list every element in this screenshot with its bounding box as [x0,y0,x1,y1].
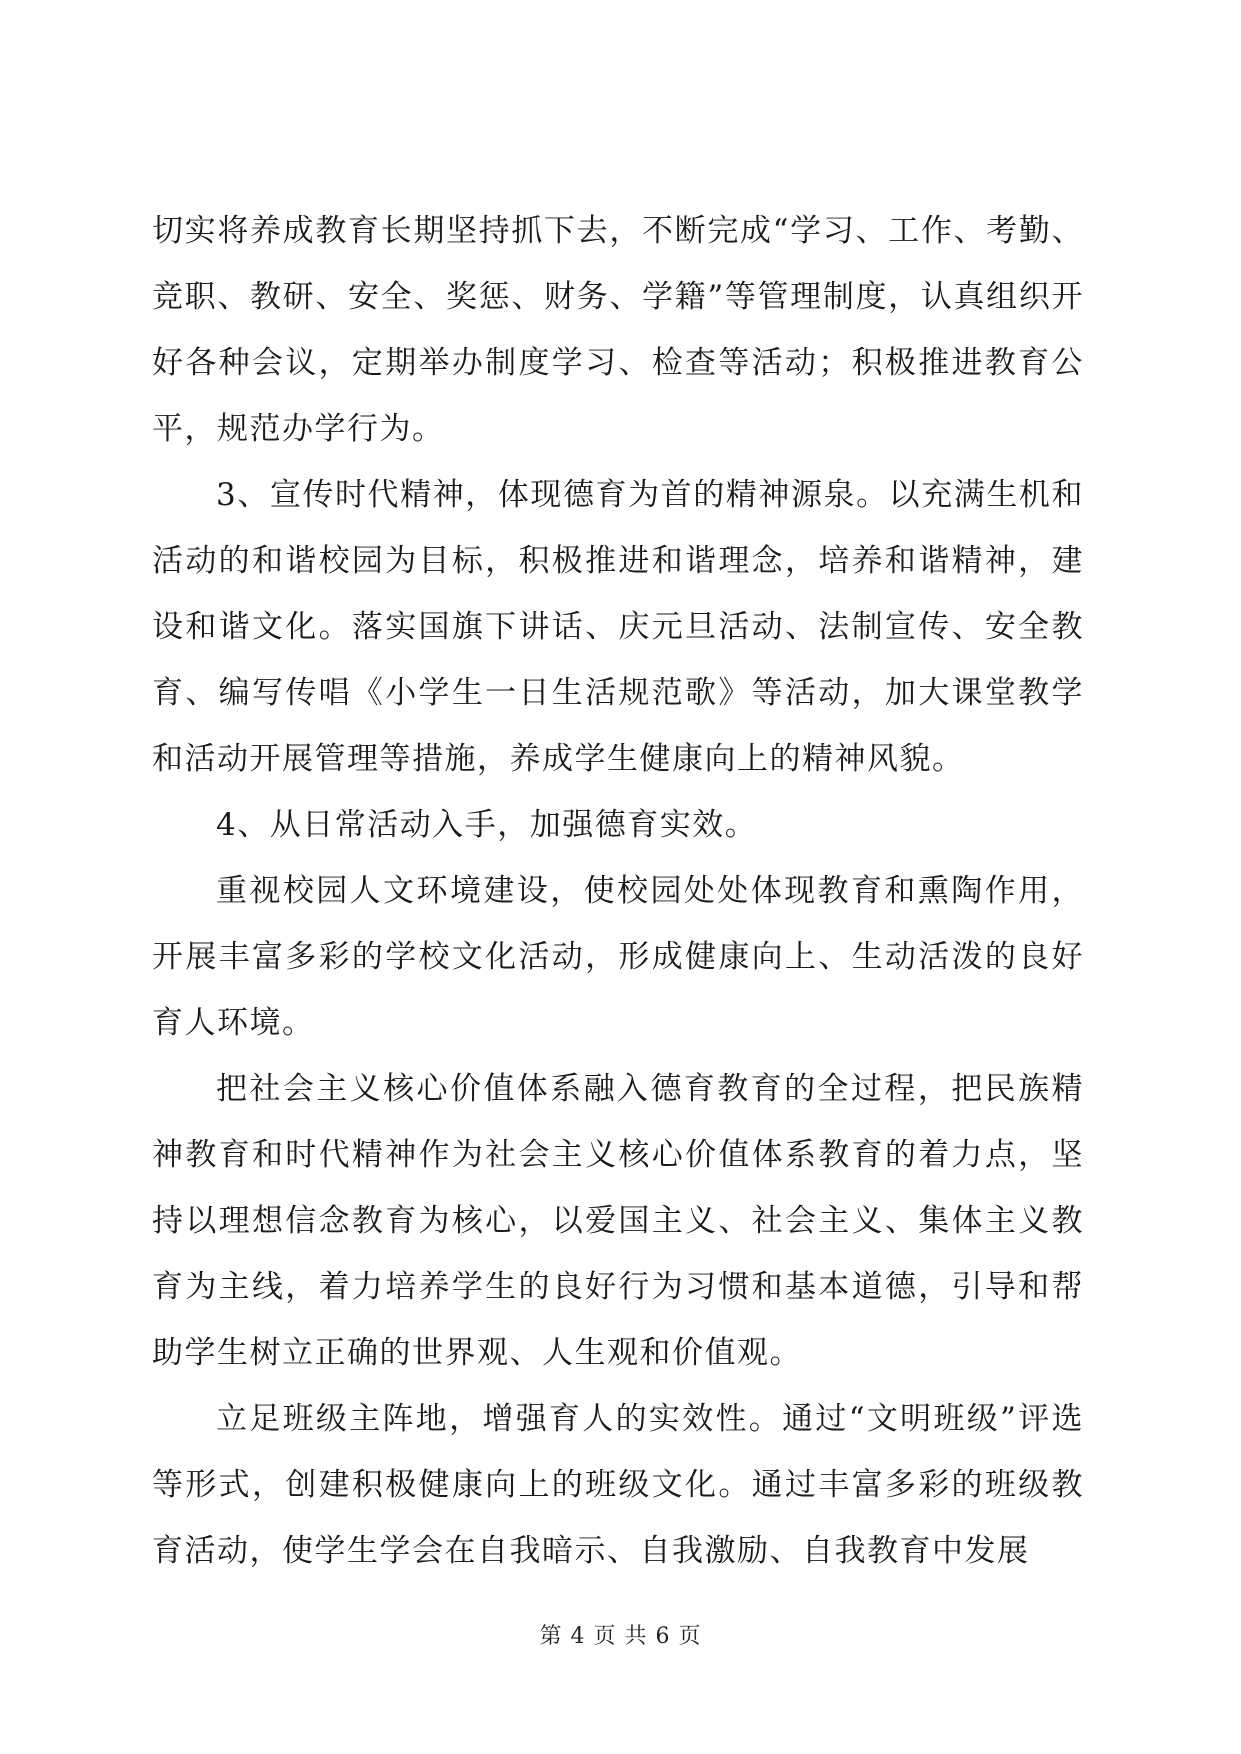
page-number: 第 4 页 共 6 页 [539,1624,702,1649]
paragraph-3: 4、从日常活动入手，加强德育实效。 [216,807,758,843]
paragraph-6: 立足班级主阵地，增强育人的实效性。通过“文明班级”评选等形式，创建积极健康向上的班级文化。通过丰富多彩的班级教育活动，使学生学会在自我暗示、自我激励、自我教育中发展 [152,1401,1084,1569]
document-body [152,198,1084,1584]
paragraph-2: 3、宣传时代精神，体现德育为首的精神源泉。以充满生机和活动的和谐校园为目标，积极推进和谐理念，培养和谐精神，建设和谐文化。落实国旗下讲话、庆元旦活动、法制宣传、安全教育、编写传唱《小学生一日生活规范歌》等活动，加大课堂教学和活动开展管理等措施，养成学生健康向上的精神风貌。 [152,477,1084,777]
paragraph-4: 重视校园人文环境建设，使校园处处体现教育和熏陶作用，开展丰富多彩的学校文化活动，形成健康向上、生动活泼的良好育人环境。 [152,873,1084,1041]
paragraph-1: 切实将养成教育长期坚持抓下去，不断完成“学习、工作、考勤、竞职、教研、安全、奖惩、财务、学籍”等管理制度，认真组织开好各种会议，定期举办制度学习、检查等活动；积极推进教育公平，规范办学行为。 [152,213,1084,447]
page-footer [0,1622,1241,1652]
paragraph-5: 把社会主义核心价值体系融入德育教育的全过程，把民族精神教育和时代精神作为社会主义核心价值体系教育的着力点，坚持以理想信念教育为核心，以爱国主义、社会主义、集体主义教育为主线，着力培养学生的良好行为习惯和基本道德，引导和帮助学生树立正确的世界观、人生观和价值观。 [152,1071,1084,1371]
